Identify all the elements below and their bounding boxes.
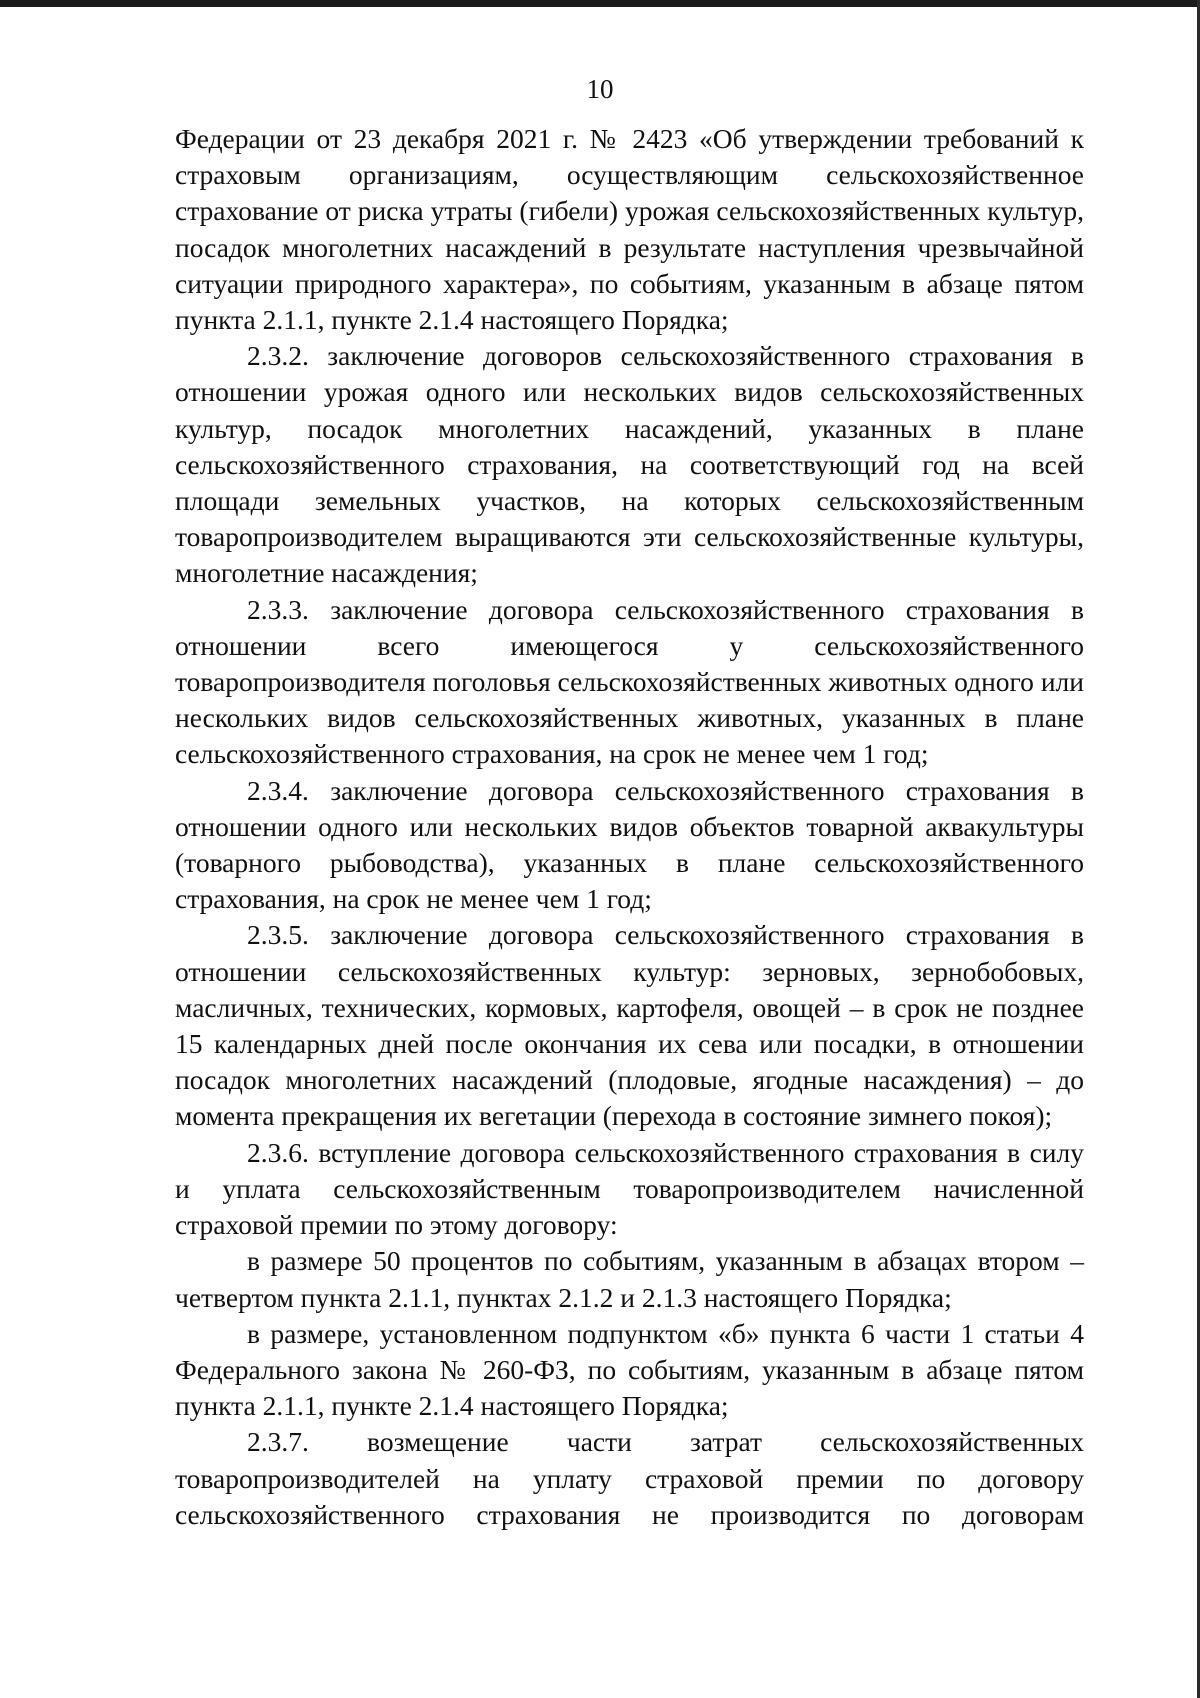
paragraph-2-3-6-item-1: в размере 50 процентов по событиям, указанным в абзацах втором – четвертом пункта 2.1.1, пунктах 2.1.2 и 2.1.3 настоящего Порядка; xyxy=(175,1245,1084,1313)
scan-edge-top xyxy=(0,0,1200,7)
paragraph-2-3-6-item-2: в размере, установленном подпунктом «б» пункта 6 части 1 статьи 4 Федерального закона № 260-ФЗ, по событиям, указанным в абзаце пятом пункта 2.1.1, пункте 2.1.4 настоящего Порядка; xyxy=(175,1317,1084,1422)
paragraph-2-3-4: 2.3.4. заключение договора сельскохозяйственного страхования в отношении одного или нескольких видов объектов товарной аквакультуры (товарного рыбоводства), указанных в плане сельскохозяйственного страхования, на срок не менее чем 1 год; xyxy=(175,774,1084,915)
paragraph-2-3-7: 2.3.7. возмещение части затрат сельскохозяйственных товаропроизводителей на уплату страховой премии по договору сельскохозяйственного страхования не производится по договорам xyxy=(175,1426,1084,1530)
page-number: 10 xyxy=(586,74,614,104)
paragraph-2-3-5: 2.3.5. заключение договора сельскохозяйственного страхования в отношении сельскохозяйственных культур: зерновых, зернобобовых, масличных, технических, кормовых, картофеля, овощей – в срок не позднее 15 календарных дней после окончания их сева или посадки, в отношении посадок многолетних насаждений (плодовые, ягодные насаждения) – до момента прекращения их вегетации (перехода в состояние зимнего покоя); xyxy=(175,919,1084,1132)
paragraph-2-3-3: 2.3.3. заключение договора сельскохозяйственного страхования в отношении всего имеющегося у сельскохозяйственного товаропроизводителя поголовья сельскохозяйственных животных одного или нескольких видов сельскохозяйственных животных, указанных в плане сельскохозяйственного страхования, на срок не менее чем 1 год; xyxy=(175,593,1084,770)
paragraph-continuation: Федерации от 23 декабря 2021 г. № 2423 «Об утверждении требований к страховым организациям, осуществляющим сельскохозяйственное страхование от риска утраты (гибели) урожая сельскохозяйственных культур, посадок многолетних насаждений в результате наступления чрезвычайной ситуации природного характера», по событиям, указанным в абзаце пятом пункта 2.1.1, пункте 2.1.4 настоящего Порядка; xyxy=(175,123,1084,336)
paragraph-2-3-2: 2.3.2. заключение договоров сельскохозяйственного страхования в отношении урожая одного или нескольких видов сельскохозяйственных культур, посадок многолетних насаждений, указанных в плане сельскохозяйственного страхования, на соответствующий год на всей площади земельных участков, на которых сельскохозяйственным товаропроизводителем выращиваются эти сельскохозяйственные культуры, многолетние насаждения; xyxy=(175,340,1084,589)
document-body xyxy=(175,121,1084,1533)
paragraph-2-3-6: 2.3.6. вступление договора сельскохозяйственного страхования в силу и уплата сельскохозяйственным товаропроизводителем начисленной страховой премии по этому договору: xyxy=(175,1136,1084,1241)
